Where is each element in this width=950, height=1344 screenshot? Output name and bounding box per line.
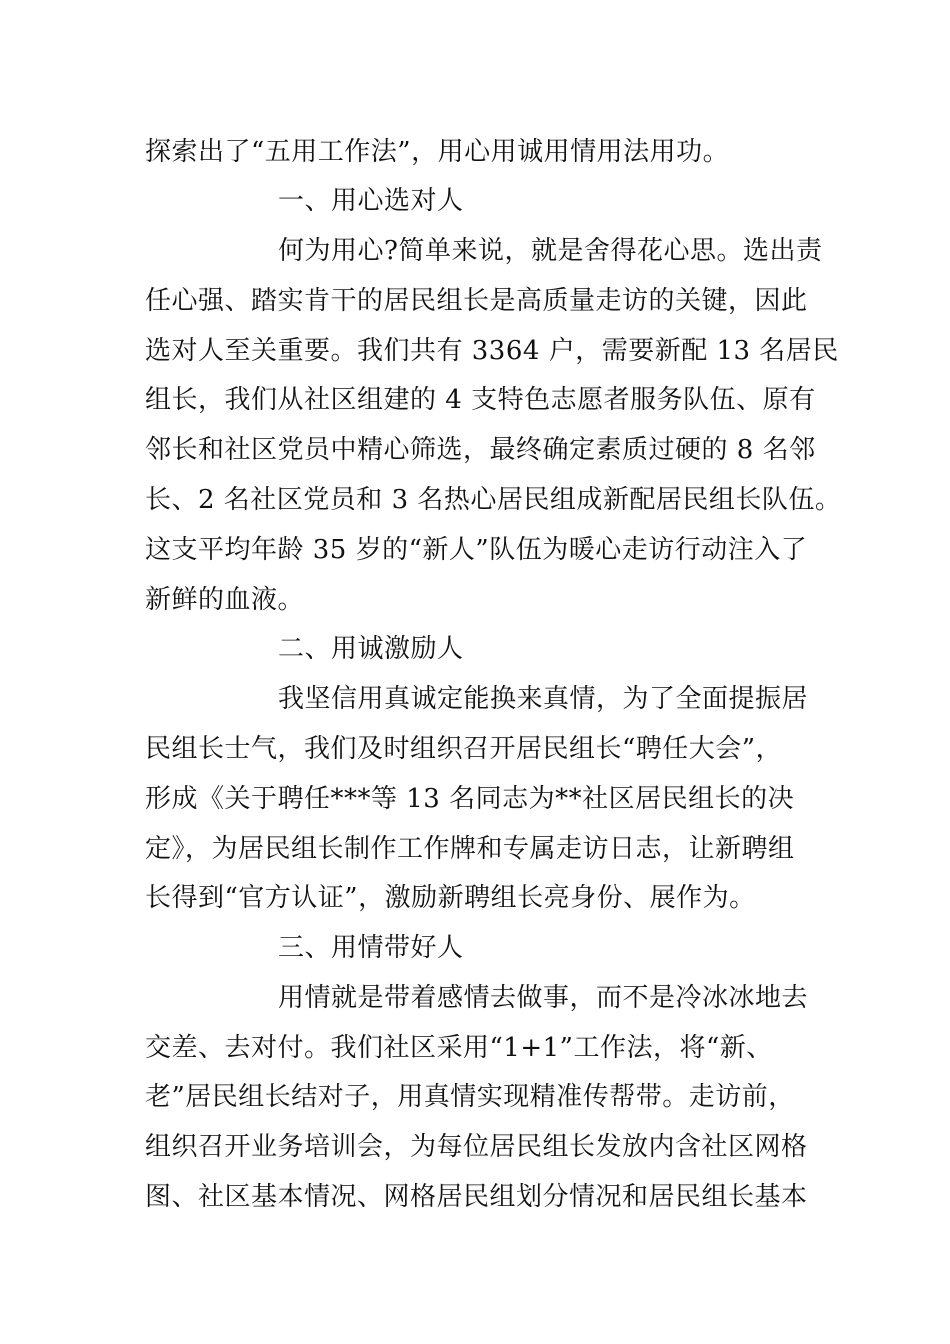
body-text-line: 老”居民组长结对子，用真情实现精准传帮带。走访前， bbox=[145, 1082, 795, 1112]
body-text-line: 我坚信用真诚定能换来真情，为了全面提振居 bbox=[278, 684, 809, 714]
body-text-line: 交差、去对付。我们社区采用“1+1”工作法，将“新、 bbox=[145, 1033, 773, 1063]
body-text-line: 民组长士气，我们及时组织召开居民组长“聘任大会”， bbox=[145, 734, 783, 764]
body-text-line: 组长，我们从社区组建的 4 支特色志愿者服务队伍、原有 bbox=[145, 385, 816, 415]
section-heading-2: 二、用诚激励人 bbox=[278, 634, 464, 664]
section-heading-1: 一、用心选对人 bbox=[278, 186, 464, 216]
body-text-line: 长得到“官方认证”，激励新聘组长亮身份、展作为。 bbox=[145, 883, 756, 913]
body-text-line: 邻长和社区党员中精心筛选，最终确定素质过硬的 8 名邻 bbox=[145, 435, 816, 465]
body-text-line: 何为用心?简单来说，就是舍得花心思。选出责 bbox=[278, 236, 823, 266]
body-text-line: 组织召开业务培训会，为每位居民组长发放内含社区网格 bbox=[145, 1132, 808, 1162]
section-heading-3: 三、用情带好人 bbox=[278, 933, 464, 963]
body-text-line: 探索出了“五用工作法”，用心用诚用情用法用功。 bbox=[145, 137, 730, 167]
body-text-line: 选对人至关重要。我们共有 3364 户，需要新配 13 名居民 bbox=[145, 336, 839, 366]
body-text-line: 图、社区基本情况、网格居民组划分情况和居民组长基本 bbox=[145, 1182, 808, 1212]
body-text-line: 形成《关于聘任***等 13 名同志为**社区居民组长的决 bbox=[145, 784, 795, 814]
body-text-line: 这支平均年龄 35 岁的“新人”队伍为暖心走访行动注入了 bbox=[145, 535, 808, 565]
body-text-line: 定》，为居民组长制作工作牌和专属走访日志，让新聘组 bbox=[145, 834, 795, 864]
body-text-line: 长、2 名社区党员和 3 名热心居民组成新配居民组长队伍。 bbox=[145, 485, 842, 515]
body-text-line: 任心强、踏实肯干的居民组长是高质量走访的关键，因此 bbox=[145, 286, 808, 316]
body-text-line: 用情就是带着感情去做事，而不是冷冰冰地去 bbox=[278, 983, 809, 1013]
body-text-line: 新鲜的血液。 bbox=[145, 585, 305, 615]
